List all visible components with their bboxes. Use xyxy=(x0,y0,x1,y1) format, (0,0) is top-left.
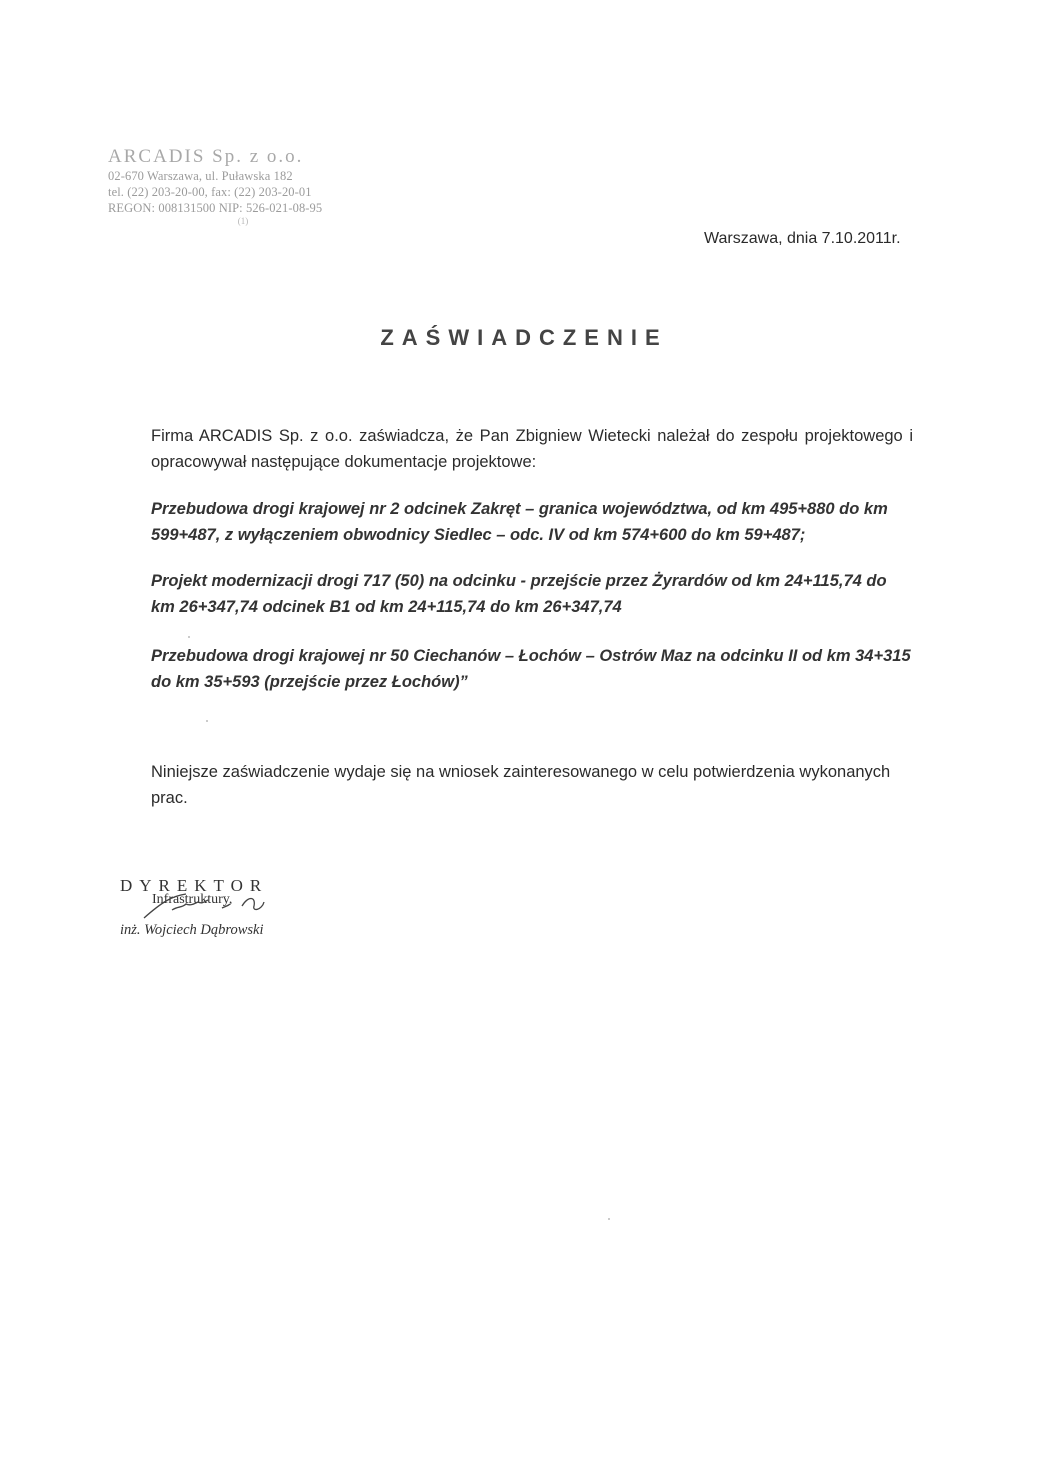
closing-paragraph: Niniejsze zaświadczenie wydaje się na wniosek zainteresowanego w celu potwierdzenia wykonanych prac. xyxy=(151,763,891,807)
company-stamp xyxy=(108,146,348,226)
signatory-role: DYREKTOR xyxy=(120,876,269,895)
handwritten-signature-icon xyxy=(142,892,282,920)
signatory-name: inż. Wojciech Dąbrowski xyxy=(120,922,264,938)
signatory-department: Infrastruktury, xyxy=(152,892,233,907)
scan-speck xyxy=(188,636,190,638)
stamp-mark: (1) xyxy=(237,216,249,226)
project-item: Projekt modernizacji drogi 717 (50) na odcinku - przejście przez Żyrardów od km 24+115,74 do km 26+347,74 odcinek B1 od km 24+115,74 do km 26+347,74 xyxy=(151,572,887,616)
document-title: ZAŚWIADCZENIE xyxy=(380,325,668,350)
stamp-company-name: ARCADIS Sp. z o.o. xyxy=(108,146,304,167)
scan-speck xyxy=(206,720,208,722)
stamp-ids: REGON: 008131500 NIP: 526-021-08-95 xyxy=(108,201,323,215)
project-item: Przebudowa drogi krajowej nr 2 odcinek Zakręt – granica województwa, od km 495+880 do km 599+487, z wyłączeniem obwodnicy Siedlec – odc. IV od km 574+600 do km 59+487; xyxy=(151,500,888,544)
intro-paragraph: Firma ARCADIS Sp. z o.o. zaświadcza, że Pan Zbigniew Wietecki należał do zespołu projektowego i opracowywał następujące dokumentacje projektowe: xyxy=(151,427,913,471)
signature-block xyxy=(120,876,268,939)
scan-speck xyxy=(608,1218,610,1220)
document-date: Warszawa, dnia 7.10.2011r. xyxy=(704,230,901,247)
stamp-address: 02-670 Warszawa, ul. Puławska 182 xyxy=(108,169,293,183)
project-item: Przebudowa drogi krajowej nr 50 Ciechanów – Łochów – Ostrów Maz na odcinku II od km 34+315 do km 35+593 (przejście przez Łochów)” xyxy=(151,647,911,691)
stamp-phone: tel. (22) 203-20-00, fax: (22) 203-20-01 xyxy=(108,185,312,199)
